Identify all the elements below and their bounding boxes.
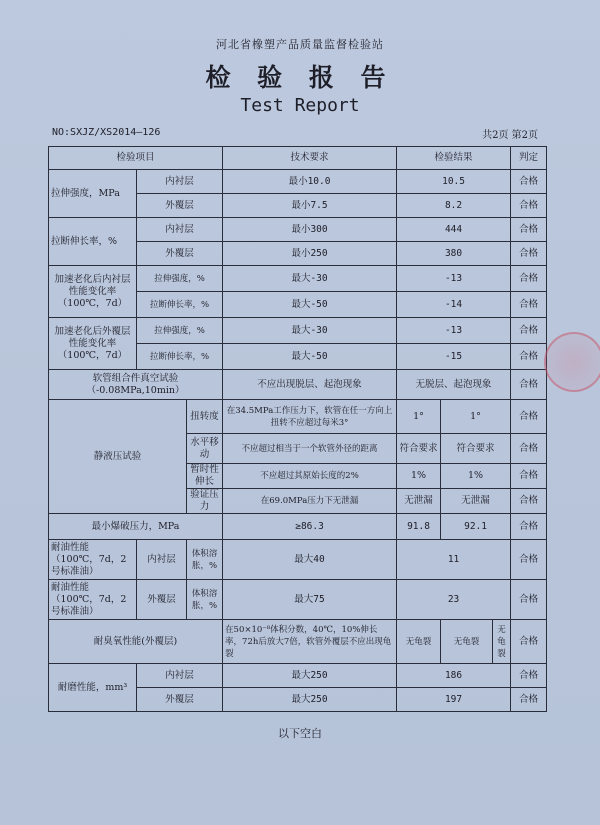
item-label: 耐油性能（100℃，7d，2号标准油） — [49, 580, 137, 620]
result: 186 — [397, 664, 511, 688]
result-sample-1: 1° — [397, 400, 441, 434]
official-seal — [544, 332, 600, 392]
col-header-result: 检验结果 — [397, 147, 511, 170]
requirement: 最大-50 — [223, 292, 397, 318]
sub-item: 验证压力 — [187, 489, 223, 514]
result-sample-2: 无龟裂 — [441, 620, 493, 664]
layer-label: 外覆层 — [137, 580, 187, 620]
blank-below-note: 以下空白 — [278, 727, 322, 740]
layer-label: 内衬层 — [137, 540, 187, 580]
requirement: 最小10.0 — [223, 170, 397, 194]
result: -13 — [397, 266, 511, 292]
item-label: 耐油性能（100℃，7d，2号标准油） — [49, 540, 137, 580]
result-sample-1: 无龟裂 — [397, 620, 441, 664]
col-header-item: 检验项目 — [49, 147, 223, 170]
result-sample-1: 无泄漏 — [397, 489, 441, 514]
requirement: 在50×10⁻⁸体积分数，40℃，10%伸长率，72h后放大7倍，软管外覆层不应出现龟裂 — [223, 620, 397, 664]
result: -15 — [397, 344, 511, 370]
verdict: 合格 — [511, 292, 547, 318]
verdict: 合格 — [511, 344, 547, 370]
verdict: 合格 — [511, 370, 547, 400]
sub-item: 外覆层 — [137, 194, 223, 218]
requirement: 在34.5MPa工作压力下，软管在任一方向上扭转不应超过每米3° — [223, 400, 397, 434]
measure-label: 体积溶胀，% — [187, 540, 223, 580]
result: -14 — [397, 292, 511, 318]
requirement: 不应超过其原始长度的2% — [223, 464, 397, 489]
verdict: 合格 — [511, 218, 547, 242]
sub-item: 外覆层 — [137, 242, 223, 266]
requirement: 最大-30 — [223, 266, 397, 292]
verdict: 合格 — [511, 514, 547, 540]
requirement: 最小300 — [223, 218, 397, 242]
verdict: 合格 — [511, 489, 547, 514]
result: -13 — [397, 318, 511, 344]
item-label: 拉断伸长率，% — [49, 218, 137, 266]
sub-item: 拉伸强度，% — [137, 318, 223, 344]
verdict: 合格 — [511, 580, 547, 620]
item-label: 软管组合件真空试验（-0.08MPa,10min） — [49, 370, 223, 400]
table-row — [49, 218, 547, 242]
requirement: 最大-50 — [223, 344, 397, 370]
verdict: 合格 — [511, 464, 547, 489]
measure-label: 体积溶胀，% — [187, 580, 223, 620]
item-label: 加速老化后内衬层性能变化率（100℃，7d） — [49, 266, 137, 318]
requirement: 最大250 — [223, 688, 397, 712]
requirement: 最大250 — [223, 664, 397, 688]
requirement: 不应出现脱层、起泡现象 — [223, 370, 397, 400]
verdict: 合格 — [511, 434, 547, 464]
result-sample-1: 符合要求 — [397, 434, 441, 464]
item-label: 静液压试验 — [49, 400, 187, 514]
verdict: 合格 — [511, 400, 547, 434]
verdict: 合格 — [511, 242, 547, 266]
requirement: 不应超过相当于一个软管外径的距离 — [223, 434, 397, 464]
requirement: 最小7.5 — [223, 194, 397, 218]
sub-item: 内衬层 — [137, 170, 223, 194]
result: 380 — [397, 242, 511, 266]
result-sample-2: 符合要求 — [441, 434, 511, 464]
table-row — [49, 540, 547, 580]
sub-item: 水平移动 — [187, 434, 223, 464]
table-row — [49, 266, 547, 292]
table-row — [49, 370, 547, 400]
result-sample-1: 1% — [397, 464, 441, 489]
requirement: 最大-30 — [223, 318, 397, 344]
test-results-table — [48, 146, 547, 712]
item-label: 加速老化后外覆层性能变化率（100℃，7d） — [49, 318, 137, 370]
sub-item: 内衬层 — [137, 218, 223, 242]
sub-item: 暂时性伸长 — [187, 464, 223, 489]
table-row — [49, 318, 547, 344]
sub-item: 外覆层 — [137, 688, 223, 712]
result-sample-2: 92.1 — [441, 514, 511, 540]
result: 11 — [397, 540, 511, 580]
result-sample-1: 91.8 — [397, 514, 441, 540]
report-title-cn: 检 验 报 告 — [205, 63, 395, 92]
table-row — [49, 620, 547, 664]
verdict: 合格 — [511, 540, 547, 580]
verdict: 合格 — [511, 620, 547, 664]
sub-item: 内衬层 — [137, 664, 223, 688]
col-header-requirement: 技术要求 — [223, 147, 397, 170]
result: 8.2 — [397, 194, 511, 218]
verdict: 合格 — [511, 170, 547, 194]
abrasion-label: 耐磨性能，mm³ — [57, 681, 128, 693]
sub-item: 拉断伸长率，% — [137, 292, 223, 318]
report-title-en: Test Report — [240, 95, 360, 116]
requirement: 最大40 — [223, 540, 397, 580]
result-sample-3: 无龟裂 — [493, 620, 511, 664]
result: 10.5 — [397, 170, 511, 194]
verdict: 合格 — [511, 688, 547, 712]
sub-item: 拉伸强度，% — [137, 266, 223, 292]
result: 444 — [397, 218, 511, 242]
page-info: 共2页 第2页 — [482, 130, 538, 141]
requirement: 最大75 — [223, 580, 397, 620]
result: 23 — [397, 580, 511, 620]
requirement: ≥86.3 — [223, 514, 397, 540]
sub-item: 扭转度 — [187, 400, 223, 434]
table-row — [49, 514, 547, 540]
organization-name: 河北省橡塑产品质量监督检验站 — [216, 38, 384, 51]
table-row — [49, 580, 547, 620]
verdict: 合格 — [511, 664, 547, 688]
result: 197 — [397, 688, 511, 712]
requirement: 在69.0MPa压力下无泄漏 — [223, 489, 397, 514]
table-row — [49, 170, 547, 194]
table-header-row — [49, 147, 547, 170]
verdict: 合格 — [511, 318, 547, 344]
col-header-verdict: 判定 — [511, 147, 547, 170]
item-label: 耐臭氧性能(外覆层) — [49, 620, 223, 664]
result-sample-2: 无泄漏 — [441, 489, 511, 514]
table-row — [49, 400, 547, 434]
verdict: 合格 — [511, 194, 547, 218]
verdict: 合格 — [511, 266, 547, 292]
table-row — [49, 664, 547, 688]
result-sample-2: 1° — [441, 400, 511, 434]
sub-item: 拉断伸长率，% — [137, 344, 223, 370]
result: 无脱层、起泡现象 — [397, 370, 511, 400]
item-label: 最小爆破压力，MPa — [49, 514, 223, 540]
item-label — [49, 664, 137, 712]
requirement: 最小250 — [223, 242, 397, 266]
item-label: 拉伸强度，MPa — [49, 170, 137, 218]
report-number: NO:SXJZ/XS2014—126 — [52, 127, 161, 138]
result-sample-2: 1% — [441, 464, 511, 489]
